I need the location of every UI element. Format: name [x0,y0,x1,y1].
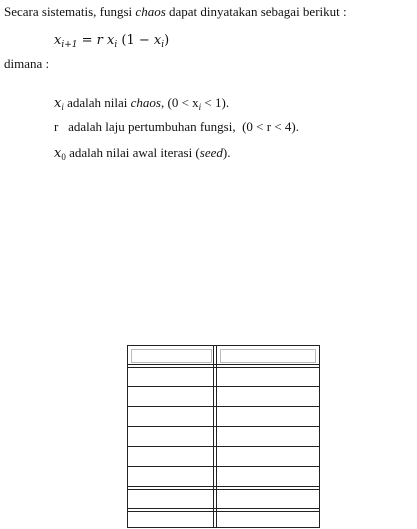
formula-eq: = [77,33,97,48]
definition-r [54,119,299,135]
table-column-divider [213,346,214,527]
intro-text-before: Secara sistematis, fungsi [4,4,136,19]
def-r-text: adalah laju pertumbuhan fungsi, (0 < r < 4). [58,119,300,134]
def-x0-var: x [54,146,62,161]
definition-x0 [54,145,230,165]
def-x0-sub: 0 [61,152,66,162]
intro-paragraph [4,4,347,20]
def-x-var: x [54,96,62,111]
def-x-italic: chaos [130,95,161,110]
intro-text-italic: chaos [135,4,166,19]
def-r-var: r [54,119,59,134]
def-x-range-sub: i [198,102,202,112]
table-header-border [128,364,319,365]
table-row-border [128,466,319,467]
table-row-border [128,386,319,387]
table-header-cell-1 [131,349,212,363]
formula-lhs-sub: i+1 [61,40,78,50]
table-row-border-double [128,489,319,490]
table-header-border-double [128,367,319,368]
table-row-border [128,508,319,509]
table-row-border [128,406,319,407]
def-x-text: adalah nilai [63,95,131,110]
definition-x [54,95,229,115]
def-x0-end: ). [222,145,231,160]
formula-x2: x [153,33,162,48]
formula-x-sub: i [114,40,118,50]
formula-paren-open: (1 − [117,33,154,48]
chaos-formula [54,33,169,53]
table-row-border-double [128,511,319,512]
def-x0-text: adalah nilai awal iterasi ( [65,145,200,160]
def-x-range: , (0 < x [160,95,199,110]
table-header-cell-2 [220,349,316,363]
formula-r: r [96,33,103,48]
table-row-border [128,426,319,427]
def-x0-italic: seed [199,145,223,160]
table-row-border [128,446,319,447]
def-x-sub: i [61,102,64,112]
def-x-range-end: < 1). [201,95,230,110]
intro-text-after: dapat dinyatakan sebagai berikut : [165,4,347,19]
empty-data-table [127,345,320,528]
formula-x2-sub: i [161,40,165,50]
table-column-divider-double [216,346,217,527]
formula-x: x [107,33,115,48]
table-row-border [128,486,319,487]
formula-lhs-var: x [54,33,62,48]
formula-paren-close: ) [164,33,170,48]
dimana-label: dimana : [4,56,50,71]
